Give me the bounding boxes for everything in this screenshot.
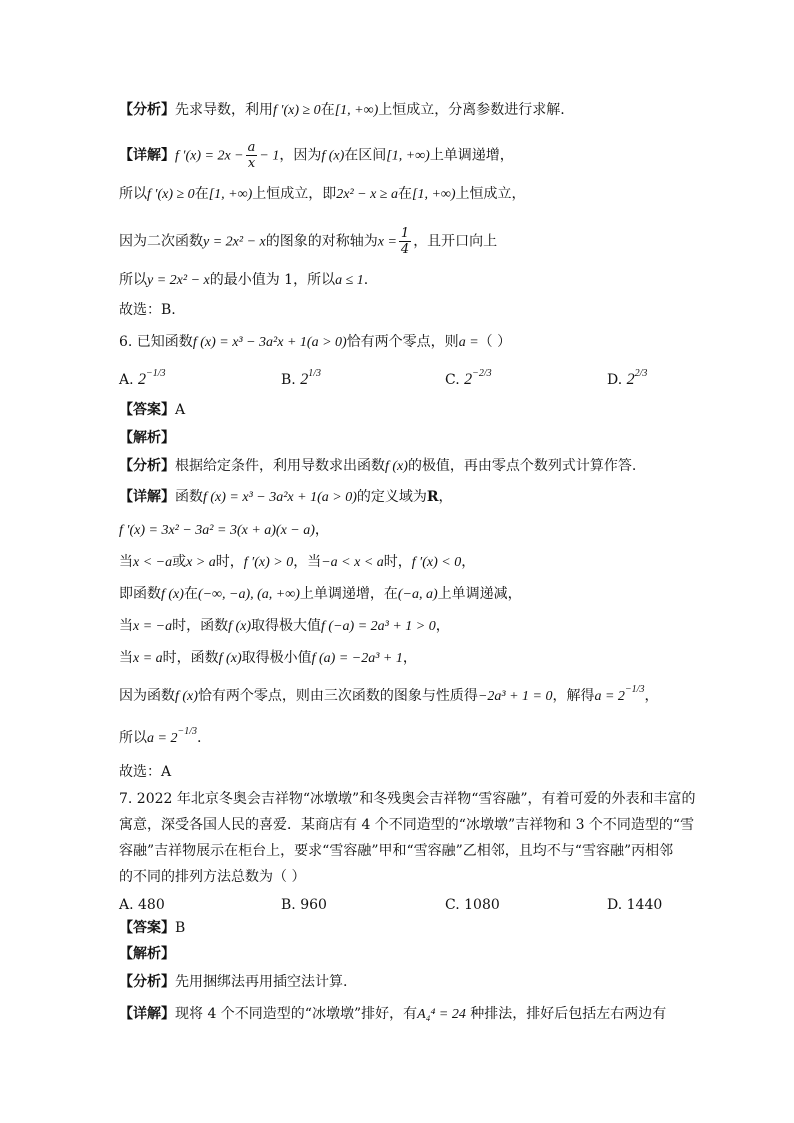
detail-tag: 【详解】	[119, 1006, 175, 1022]
answer-tag: 【答案】	[119, 402, 175, 418]
text-line: 当x = a时，函数f (x)取得极小值f (a) = −2a³ + 1，	[119, 650, 417, 666]
math: a ≤ 1	[335, 273, 364, 288]
fraction: $\frac{a}{x}$	[247, 140, 256, 171]
math: f (x) = x³ − 3a²x + 1(a > 0)	[203, 490, 357, 505]
math: [1, +∞)	[386, 148, 430, 164]
option-c: C. $2^{-2/3}$	[445, 368, 492, 388]
math: −2a³ + 1 = 0	[477, 689, 553, 704]
detail-line-q7: 【详解】现将 4 个不同造型的“冰墩墩”排好，有A₄⁴ = 24 种排法，排好后包括左右两边有	[119, 1006, 667, 1022]
math: f (x)	[161, 587, 184, 602]
question-7-line-1: 7. 2022 年北京冬奥会吉祥物“冰墩墩”和冬残奥会吉祥物“雪容融”，有着可爱的外表和丰富的	[119, 791, 696, 807]
math: f (x)	[385, 459, 408, 474]
math: y = 2x² − x	[203, 234, 266, 250]
math: x < −a	[133, 555, 173, 570]
question-6-options	[119, 370, 679, 392]
option-c: C. 1080	[445, 897, 500, 913]
math: f ′(x) ≥ 0	[147, 187, 195, 202]
math: f (x)	[218, 651, 242, 666]
math: − 1	[259, 148, 280, 164]
text-line: 故选：A	[119, 764, 172, 780]
solution-tag: 【解析】	[119, 946, 175, 962]
math: y = 2x² − x	[147, 273, 210, 288]
math: (−∞, −a), (a, +∞)	[197, 587, 300, 602]
analysis-tag: 【分析】	[119, 458, 175, 474]
analysis-tag: 【分析】	[119, 974, 175, 990]
question-7-options	[119, 895, 679, 917]
math: 2x² − x ≥ a	[336, 187, 398, 202]
question-7-line-3: 容融”吉祥物展示在柜台上，要求“雪容融”甲和“雪容融”乙相邻，且均不与“雪容融”丙相邻	[119, 843, 674, 859]
text-line: 当x < −a或x > a时，f ′(x) > 0，当−a < x < a时，f ′(x) < 0，	[119, 554, 476, 570]
solution-heading	[119, 428, 754, 448]
math: f (−a) = 2a³ + 1 > 0	[321, 619, 436, 634]
math: f (x)	[321, 148, 345, 164]
math: f ′(x) = 2x −	[175, 148, 244, 164]
fraction: $\frac{1}{4}$	[400, 226, 410, 257]
math: f ′(x) > 0	[243, 555, 294, 570]
math: a = 2	[147, 731, 178, 746]
text-line: f ′(x) = 3x² − 3a² = 3(x + a)(x − a)，	[119, 522, 329, 538]
question-7-line-4: 的不同的排列方法总数为（ ）	[119, 869, 306, 885]
analysis-line-q7: 【分析】先用捆绑法再用插空法计算.	[119, 974, 348, 990]
math: f (a) = −2a³ + 1	[311, 651, 403, 666]
math: f ′(x) < 0	[411, 555, 462, 570]
math: a = 2	[594, 689, 625, 704]
text-line: 故选：B.	[119, 302, 176, 318]
detail-tag: 【详解】	[119, 147, 175, 164]
detail-tag: 【详解】	[119, 489, 175, 505]
option-d: D. 1440	[607, 897, 663, 913]
math: (−a, a)	[397, 587, 438, 602]
math: f ′(x) ≥ 0	[273, 103, 321, 118]
text-line: 当x = −a时，函数f (x)取得极大值f (−a) = 2a³ + 1 > 0，	[119, 618, 450, 634]
math: [1, +∞)	[334, 103, 379, 118]
option-d: D. $2^{2/3}$	[607, 368, 648, 388]
analysis-line-q6: 【分析】根据给定条件，利用导数求出函数f (x)的极值，再由零点个数列式计算作答.	[119, 458, 637, 474]
text-line: 因为函数f (x)恰有两个零点，则由三次函数的图象与性质得−2a³ + 1 = 0，解得$a = 2^{-1/3}$，	[119, 684, 659, 704]
question-6: 6. 已知函数f (x) = x³ − 3a²x + 1(a > 0)恰有两个零点，则a =（ ）	[119, 334, 512, 350]
answer-line: 【答案】B	[119, 920, 186, 936]
math: [1, +∞)	[412, 187, 456, 202]
question-7-line-2: 寓意，深受各国人民的喜爱．某商店有 4 个不同造型的“冰墩墩”吉祥物和 3 个不同造型的“雪	[119, 817, 695, 833]
analysis-tag: 【分析】	[119, 102, 175, 118]
math: x = a	[133, 651, 163, 666]
answer-line: 【答案】A	[119, 402, 186, 418]
math: −a < x < a	[321, 555, 384, 570]
math: f (x) = x³ − 3a²x + 1(a > 0)	[192, 335, 347, 350]
solution-heading	[119, 944, 754, 964]
math: f ′(x) = 3x² − 3a² = 3(x + a)(x − a)	[119, 523, 315, 538]
math: x =	[377, 234, 397, 250]
answer-tag: 【答案】	[119, 920, 175, 936]
math: f (x)	[228, 619, 252, 634]
solution-tag: 【解析】	[119, 430, 175, 446]
text-line: 所以$a = 2^{-1/3}$.	[119, 726, 202, 746]
text-line: 因为二次函数y = 2x² − x的图象的对称轴为x = $\frac{1}{4}$ ，且开口向上	[119, 226, 498, 257]
text-line: 所以f ′(x) ≥ 0在[1, +∞)上恒成立，即2x² − x ≥ a在[1, +∞)上恒成立，	[119, 186, 526, 202]
detail-line-q5: 【详解】f ′(x) = 2x − $\frac{a}{x}$ − 1，因为f (x)在区间[1, +∞)上单调递增，	[119, 140, 514, 171]
math: x = −a	[133, 619, 173, 634]
text-line: 所以y = 2x² − x的最小值为 1，所以a ≤ 1.	[119, 272, 369, 288]
option-b: B. 960	[281, 897, 327, 913]
option-a: A. $2^{-1/3}$	[119, 368, 166, 388]
detail-line-q6: 【详解】函数f (x) = x³ − 3a²x + 1(a > 0)的定义域为R，	[119, 489, 453, 505]
math: f (x)	[175, 689, 198, 704]
option-b: B. $2^{1/3}$	[281, 368, 321, 388]
text-line: 即函数f (x)在(−∞, −a), (a, +∞)上单调递增，在(−a, a)上单调递减，	[119, 586, 522, 602]
analysis-line-q5: 【分析】先求导数，利用f ′(x) ≥ 0在[1, +∞)上恒成立，分离参数进行求解.	[119, 102, 565, 118]
math: a =	[458, 335, 479, 350]
math: x > a	[186, 555, 216, 570]
math: [1, +∞)	[208, 187, 253, 202]
option-a: A. 480	[119, 897, 165, 913]
math: A₄⁴ = 24	[417, 1007, 466, 1022]
